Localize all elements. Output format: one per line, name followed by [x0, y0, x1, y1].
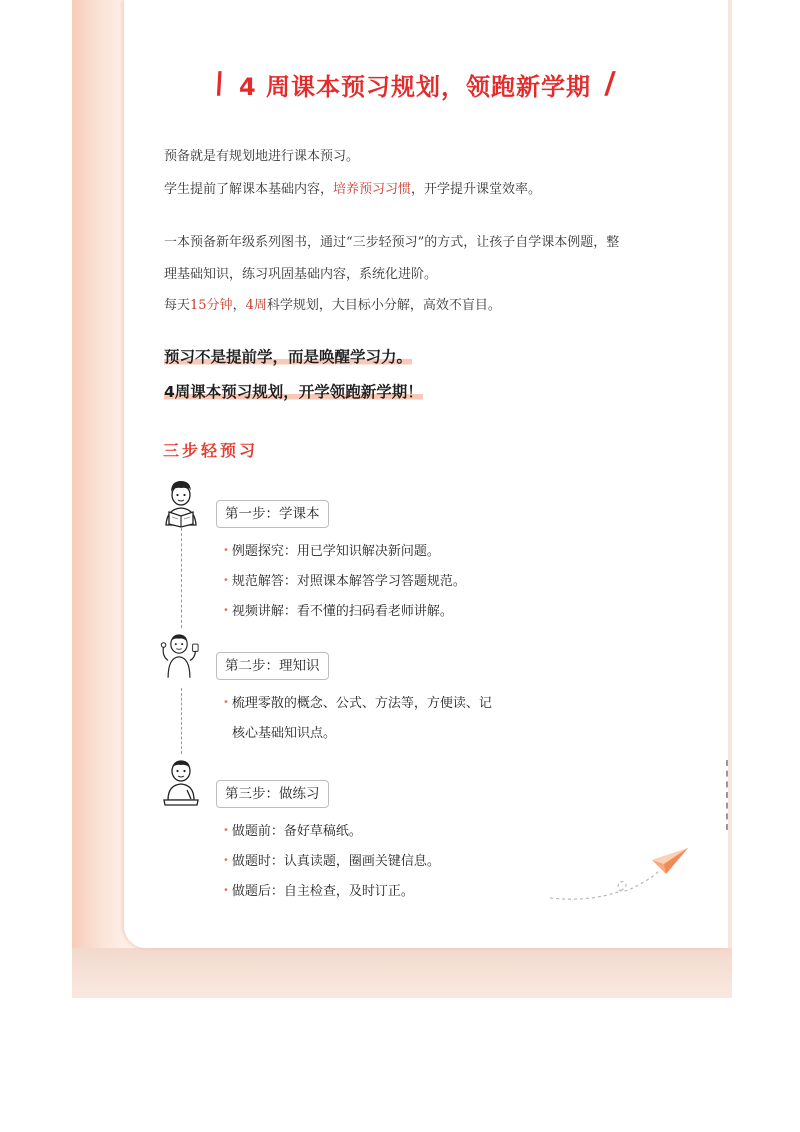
intro-line-2	[164, 178, 541, 197]
bullet-dot: •	[223, 575, 229, 586]
intro-line-3: 一本预备新年级系列图书，通过“三步轻预习”的方式，让孩子自学课本例题，整	[164, 235, 620, 250]
intro-line-5	[164, 294, 501, 313]
boy-writing-icon	[161, 756, 201, 806]
paper-plane-icon	[548, 838, 698, 908]
slogan-text: 预习不是提前学，而是唤醒学习力。	[164, 348, 413, 366]
intro-text: 每天	[164, 298, 191, 313]
title-slash-left: \	[211, 66, 229, 101]
intro-highlight: 培养预习习惯	[333, 182, 412, 197]
boy-reading-icon	[161, 478, 201, 528]
bullet-dot: •	[223, 605, 229, 616]
intro-text: ，	[232, 298, 246, 313]
boy-thinking-icon	[159, 630, 199, 680]
intro-highlight: 15分钟	[190, 298, 233, 313]
step-3-item	[223, 820, 362, 839]
bullet-dot: •	[223, 825, 229, 836]
bullet-text: 做题后：自主检查，及时订正。	[231, 884, 414, 899]
bullet-text: 规范解答：对照课本解答学习答题规范。	[231, 574, 466, 589]
title-text: 4 周课本预习规划，领跑新学期	[238, 72, 592, 101]
step-2-item-cont: 核心基础知识点。	[232, 726, 337, 741]
bullet-text: 例题探究：用已学知识解决新问题。	[231, 544, 440, 559]
bullet-dot: •	[223, 885, 229, 896]
slogan-1	[164, 345, 412, 367]
intro-text: 科学规划，大目标小分解，高效不盲目。	[266, 298, 501, 313]
slogan-2	[164, 380, 423, 402]
book-page	[124, 0, 728, 948]
intro-text: 学生提前了解课本基础内容，	[164, 182, 334, 197]
bullet-dot: •	[223, 545, 229, 556]
intro-text: ，开学提升课堂效率。	[411, 182, 542, 197]
step-3-label: 第三步：做练习	[216, 780, 329, 808]
title-slash-right: /	[601, 66, 619, 101]
bullet-dot: •	[223, 697, 229, 708]
intro-highlight: 4周	[245, 298, 267, 313]
bullet-text: 梳理零散的概念、公式、方法等，方便读、记	[231, 696, 492, 711]
timeline-dash-2	[181, 688, 182, 754]
step-1-item	[223, 600, 453, 619]
bullet-text: 视频讲解：看不懂的扫码看老师讲解。	[231, 604, 453, 619]
bullet-dot: •	[223, 855, 229, 866]
page-title	[190, 64, 640, 104]
step-3-item	[223, 880, 414, 899]
intro-line-1: 预备就是有规划地进行课本预习。	[164, 149, 360, 164]
step-2-label: 第二步：理知识	[216, 652, 329, 680]
step-3-item	[223, 850, 440, 869]
step-2-item	[223, 692, 492, 711]
intro-line-4: 理基础知识，练习巩固基础内容，系统化进阶。	[164, 267, 438, 282]
step-1-label: 第一步：学课本	[216, 500, 329, 528]
step-1-item	[223, 540, 440, 559]
page-edge-mark	[726, 760, 731, 830]
timeline-dash-1	[181, 528, 182, 628]
page-bottom-edge	[72, 948, 732, 998]
step-1-item	[223, 570, 466, 589]
bullet-text: 做题时：认真读题，圈画关键信息。	[231, 854, 440, 869]
bullet-text: 做题前：备好草稿纸。	[231, 824, 362, 839]
section-title: 三步轻预习	[163, 441, 259, 460]
slogan-text: 4周课本预习规划，开学领跑新学期！	[164, 383, 423, 401]
